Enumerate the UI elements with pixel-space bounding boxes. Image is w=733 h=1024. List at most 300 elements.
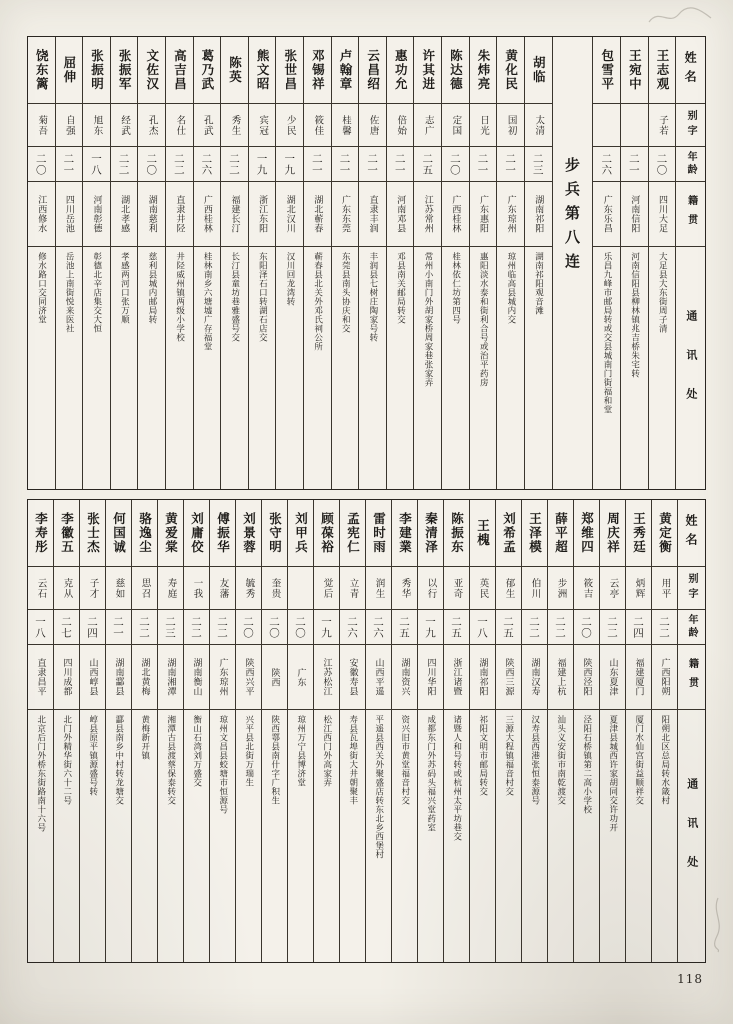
person-name: 包雪平: [593, 37, 620, 104]
person-native: 河南彰德: [83, 182, 110, 247]
person-name: 雷时雨: [366, 500, 391, 567]
person-name: 文佐汉: [138, 37, 165, 104]
person-native: 江苏松江: [314, 645, 339, 710]
person-alias: 筱佳: [304, 104, 331, 147]
roster-column: [339, 500, 365, 962]
person-native: 湖南慈利: [138, 182, 165, 247]
person-name: 张振明: [83, 37, 110, 104]
person-address: 湘潭古县渡蔡保泰转交: [165, 715, 176, 805]
person-native: 陕西: [262, 645, 287, 710]
person-address: 平遥县西关外聚盛店转东北乡西堡村: [373, 715, 384, 859]
person-alias: 桂馨: [332, 104, 359, 147]
person-alias: 一我: [184, 567, 209, 610]
person-age: 二一: [106, 610, 131, 645]
person-alias: 用平: [652, 567, 677, 610]
person-age: 二〇: [236, 610, 261, 645]
roster-column: [469, 500, 495, 962]
handwritten-mark-icon: [709, 894, 727, 954]
roster-column: [599, 500, 625, 962]
person-native: 山西崞县: [80, 645, 105, 710]
person-address: 乐昌九峰市邮局转或交县城南门街福和堂: [602, 252, 612, 414]
handwritten-mark-icon: [645, 4, 715, 30]
person-native: 江苏常州: [414, 182, 441, 247]
person-native: 四川岳池: [56, 182, 83, 247]
roster-column: [441, 37, 469, 489]
header-age-label: 年龄: [678, 610, 705, 645]
person-age: 二一: [56, 147, 83, 182]
person-name: 何国诚: [106, 500, 131, 567]
person-native: 山东夏津: [600, 645, 625, 710]
person-age: 一九: [249, 147, 276, 182]
header-name-label: 姓名: [676, 37, 705, 104]
person-address: 崞县原平镇源盛号转: [87, 715, 98, 796]
roster-column: [524, 37, 552, 489]
roster-column: [261, 500, 287, 962]
person-address: 酃县南乡中村转龙塘交: [113, 715, 124, 805]
person-age: 二一: [387, 147, 414, 182]
person-address: 东阳泽石口转湖石店交: [257, 252, 268, 342]
person-age: 二〇: [442, 147, 469, 182]
person-alias: 云石: [28, 567, 53, 610]
roster-column: [331, 37, 359, 489]
person-native: 广东: [288, 645, 313, 710]
person-name: 张士杰: [80, 500, 105, 567]
roster-column: [592, 37, 620, 489]
person-alias: 慈如: [106, 567, 131, 610]
person-address: 孝感两河口张万顺: [119, 252, 130, 324]
person-address: 黄梅新开镇: [139, 715, 150, 760]
person-native: 浙江东阳: [249, 182, 276, 247]
roster-column: [55, 37, 83, 489]
roster-column: [547, 500, 573, 962]
person-name: 周庆祥: [600, 500, 625, 567]
person-native: 湖北孝感: [111, 182, 138, 247]
person-address: 衡山石湾刘万盛交: [191, 715, 202, 787]
person-native: 直隶昌平: [28, 645, 53, 710]
person-age: 二一: [359, 147, 386, 182]
header-address-label: 通讯处: [685, 777, 699, 895]
person-age: 二四: [626, 610, 651, 645]
person-address: 桂林南乡六塘墟广存福堂: [202, 252, 213, 351]
person-alias: 国初: [497, 104, 524, 147]
person-age: 二〇: [138, 147, 165, 182]
person-alias: [288, 567, 313, 610]
section-title-column: [552, 37, 593, 489]
person-age: 二一: [621, 147, 648, 182]
person-alias: 云亭: [600, 567, 625, 610]
person-alias: 志广: [414, 104, 441, 147]
person-name: 许其进: [414, 37, 441, 104]
person-age: 二六: [366, 610, 391, 645]
person-age: 二五: [392, 610, 417, 645]
roster-column: [303, 37, 331, 489]
roster-column: [287, 500, 313, 962]
person-address: 三源大程镇福音村交: [503, 715, 514, 796]
person-native: 福建厦门: [626, 645, 651, 710]
roster-column: [28, 37, 55, 489]
roster-column: [235, 500, 261, 962]
person-address: 汉川回龙湾转: [285, 252, 295, 306]
person-name: 刘景蓉: [236, 500, 261, 567]
person-address: 惠阳淡水泰和街利合号或治平药房: [478, 252, 489, 387]
person-alias: 太清: [525, 104, 552, 147]
person-age: 一九: [418, 610, 443, 645]
person-name: 黄定衡: [652, 500, 677, 567]
roster-tables: [27, 36, 706, 963]
person-age: 二二: [600, 610, 625, 645]
person-name: 黄化民: [497, 37, 524, 104]
person-name: 王泽模: [522, 500, 547, 567]
person-alias: 少民: [276, 104, 303, 147]
roster-column: [365, 500, 391, 962]
person-address: 夏津县城西许家胡同交许功开: [607, 715, 618, 832]
person-native: 浙江诸暨: [444, 645, 469, 710]
person-alias: 自强: [56, 104, 83, 147]
person-alias: 立青: [340, 567, 365, 610]
person-age: 二六: [194, 147, 221, 182]
person-age: 二三: [158, 610, 183, 645]
person-alias: 倍始: [387, 104, 414, 147]
person-age: 二二: [184, 610, 209, 645]
person-native: 陕西泾阳: [574, 645, 599, 710]
person-age: 二〇: [288, 610, 313, 645]
page-number: 118: [677, 972, 703, 986]
roster-column: [386, 37, 414, 489]
roster-column: [443, 500, 469, 962]
roster-table-bottom: [27, 499, 706, 963]
person-native: 广东琼州: [497, 182, 524, 247]
person-name: 葛乃武: [194, 37, 221, 104]
person-alias: [621, 104, 648, 147]
roster-column: [275, 37, 303, 489]
person-alias: 子若: [649, 104, 676, 147]
person-native: 湖南祁阳: [525, 182, 552, 247]
person-name: 熊文昭: [249, 37, 276, 104]
person-native: 河南信阳: [621, 182, 648, 247]
person-alias: 经武: [111, 104, 138, 147]
person-address: 彰德北辛店集交大恒: [91, 252, 102, 333]
person-native: 四川成都: [54, 645, 79, 710]
roster-column: [573, 500, 599, 962]
person-name: 黄爱棠: [158, 500, 183, 567]
person-native: 福建上杭: [548, 645, 573, 710]
roster-column: [28, 500, 53, 962]
roster-column: [313, 500, 339, 962]
person-alias: 英民: [470, 567, 495, 610]
roster-column: [651, 500, 677, 962]
person-age: 二二: [652, 610, 677, 645]
person-age: 二〇: [649, 147, 676, 182]
person-name: 陈振东: [444, 500, 469, 567]
person-name: 屈伸: [56, 37, 83, 104]
person-name: 惠功允: [387, 37, 414, 104]
person-age: 二二: [166, 147, 193, 182]
person-name: 卢翰章: [332, 37, 359, 104]
person-alias: 步洲: [548, 567, 573, 610]
person-age: 二〇: [28, 147, 55, 182]
person-native: 河南邓县: [387, 182, 414, 247]
person-native: 直隶井陉: [166, 182, 193, 247]
person-name: 薛平超: [548, 500, 573, 567]
person-name: 胡临: [525, 37, 552, 104]
person-alias: 佐唐: [359, 104, 386, 147]
person-native: 湖北蕲春: [304, 182, 331, 247]
person-age: 一八: [470, 610, 495, 645]
roster-column: [625, 500, 651, 962]
person-name: 刘希孟: [496, 500, 521, 567]
roster-column: [53, 500, 79, 962]
person-alias: 孔杰: [138, 104, 165, 147]
person-address: 河南信阳县柳林镇兆吉桥朱宅转: [629, 252, 640, 378]
person-address: 厦门水仙宫街益顺祥交: [633, 715, 644, 805]
person-address: 井陉威州镇两级小学校: [174, 252, 185, 342]
person-native: 陕西三源: [496, 645, 521, 710]
person-name: 李寿彤: [28, 500, 53, 567]
roster-column: [105, 500, 131, 962]
person-address: 岳池上南街悦来医社: [64, 252, 75, 333]
roster-column: [157, 500, 183, 962]
person-address: 桂林依仁坊第四号: [450, 252, 461, 324]
person-address: 成都东门外苏码头福兴堂药室: [425, 715, 436, 832]
person-name: 李徽五: [54, 500, 79, 567]
person-native: 四川华阳: [418, 645, 443, 710]
person-name: 顾葆裕: [314, 500, 339, 567]
person-alias: 郁生: [496, 567, 521, 610]
roster-column: [220, 37, 248, 489]
person-native: 湖北黄梅: [132, 645, 157, 710]
person-age: 一九: [314, 610, 339, 645]
person-name: 刘甲兵: [288, 500, 313, 567]
person-address: 北京后门外桥东街路南十六号: [35, 715, 46, 832]
roster-column: [248, 37, 276, 489]
person-alias: 思召: [132, 567, 157, 610]
person-address: 泾阳石桥镇第二高小学校: [581, 715, 592, 814]
roster-column: [193, 37, 221, 489]
person-address: 修水路口交同济堂: [36, 252, 47, 324]
person-age: 二二: [111, 147, 138, 182]
person-native: 湖南酃县: [106, 645, 131, 710]
roster-column: [209, 500, 235, 962]
header-name-label: 姓名: [678, 500, 705, 567]
person-age: 一八: [83, 147, 110, 182]
person-alias: 友藩: [210, 567, 235, 610]
person-address: 松江西门外高家弄: [321, 715, 332, 787]
header-column: [677, 500, 705, 962]
person-age: 二二: [210, 610, 235, 645]
roster-column: [137, 37, 165, 489]
header-column: [675, 37, 705, 489]
person-age: 二六: [340, 610, 365, 645]
person-name: 饶东篱: [28, 37, 55, 104]
person-age: 二一: [470, 147, 497, 182]
header-native-label: 籍贯: [678, 645, 705, 710]
person-name: 王槐: [470, 500, 495, 567]
roster-table-top: [27, 36, 706, 490]
person-address: 琼州万宁县博济堂: [295, 715, 306, 787]
header-address-label: 通讯处: [684, 309, 698, 427]
person-alias: 定国: [442, 104, 469, 147]
person-address: 琼州临高县城内交: [505, 252, 516, 324]
roster-column: [391, 500, 417, 962]
person-native: 广西阳朔: [652, 645, 677, 710]
person-age: 二一: [332, 147, 359, 182]
header-alias-label: 别字: [678, 567, 705, 610]
person-name: 王宛中: [621, 37, 648, 104]
person-age: 二五: [444, 610, 469, 645]
roster-column: [358, 37, 386, 489]
person-name: 邓锡祥: [304, 37, 331, 104]
person-age: 二二: [522, 610, 547, 645]
person-native: 湖南衡山: [184, 645, 209, 710]
header-age-label: 年龄: [676, 147, 705, 182]
person-address: 蕲春县北关外邓氏祠公所: [312, 252, 323, 351]
roster-column: [496, 37, 524, 489]
person-name: 郑维四: [574, 500, 599, 567]
roster-column: [131, 500, 157, 962]
person-address: 兴平县北街万瑞生: [243, 715, 254, 787]
person-age: 二二: [548, 610, 573, 645]
person-age: 一九: [276, 147, 303, 182]
person-native: 广东琼州: [210, 645, 235, 710]
person-name: 刘庸佼: [184, 500, 209, 567]
person-age: 一八: [28, 610, 53, 645]
person-address: 长汀县童坊巷雅盛号交: [229, 252, 240, 342]
person-native: 广东惠阳: [470, 182, 497, 247]
person-name: 高吉昌: [166, 37, 193, 104]
person-name: 陈英: [221, 37, 248, 104]
person-name: 傅振华: [210, 500, 235, 567]
person-alias: 伯川: [522, 567, 547, 610]
person-alias: 以行: [418, 567, 443, 610]
person-age: 二二: [221, 147, 248, 182]
person-address: 邓县南关邮局转交: [395, 252, 406, 324]
roster-column: [79, 500, 105, 962]
person-alias: [593, 104, 620, 147]
person-address: 汉寿县西港张恒泰源号: [529, 715, 540, 805]
person-native: 四川大足: [649, 182, 676, 247]
person-alias: 秀生: [221, 104, 248, 147]
person-age: 二六: [593, 147, 620, 182]
person-name: 王秀廷: [626, 500, 651, 567]
person-name: 王志观: [649, 37, 676, 104]
person-native: 山西平遥: [366, 645, 391, 710]
person-address: 北门外精华街六十二号: [61, 715, 72, 805]
roster-column: [183, 500, 209, 962]
person-alias: 亚奇: [444, 567, 469, 610]
person-age: 二三: [525, 147, 552, 182]
person-address: 丰润县七树庄陶家号转: [367, 252, 378, 342]
person-address: 诸暨人和号转或杭州太平坊巷交: [451, 715, 462, 841]
person-alias: 菊吾: [28, 104, 55, 147]
person-native: 湖南祁阳: [470, 645, 495, 710]
person-name: 张振军: [111, 37, 138, 104]
person-alias: 觉后: [314, 567, 339, 610]
person-native: 湖南汉寿: [522, 645, 547, 710]
roster-column: [469, 37, 497, 489]
person-name: 李建業: [392, 500, 417, 567]
person-age: 二一: [304, 147, 331, 182]
person-alias: 名仕: [166, 104, 193, 147]
person-alias: 寿庭: [158, 567, 183, 610]
person-alias: 奎贵: [262, 567, 287, 610]
person-address: 东莞县南头协庆和交: [340, 252, 351, 333]
person-alias: 孔武: [194, 104, 221, 147]
person-alias: 润生: [366, 567, 391, 610]
person-age: 二五: [496, 610, 521, 645]
person-native: 广东东莞: [332, 182, 359, 247]
person-name: 云昌绍: [359, 37, 386, 104]
person-alias: 旭东: [83, 104, 110, 147]
person-name: 朱炜亮: [470, 37, 497, 104]
header-alias-label: 别字: [676, 104, 705, 147]
roster-column: [417, 500, 443, 962]
person-native: 陕西兴平: [236, 645, 261, 710]
roster-column: [620, 37, 648, 489]
person-address: 大足县大东街周子清: [657, 252, 668, 333]
person-native: 江西修水: [28, 182, 55, 247]
roster-column: [82, 37, 110, 489]
roster-column: [521, 500, 547, 962]
person-native: 广西桂林: [442, 182, 469, 247]
person-address: 陕西鄠县南什字广积生: [269, 715, 280, 805]
person-age: 二〇: [574, 610, 599, 645]
person-name: 孟宪仁: [340, 500, 365, 567]
person-name: 骆逸尘: [132, 500, 157, 567]
person-address: 寿县瓦埠街大井朝聚丰: [347, 715, 358, 805]
person-native: 广西桂林: [194, 182, 221, 247]
person-alias: 宾冠: [249, 104, 276, 147]
roster-column: [165, 37, 193, 489]
person-name: 秦清泽: [418, 500, 443, 567]
header-native-label: 籍贯: [676, 182, 705, 247]
person-address: 汕头义安街市南乾渡交: [555, 715, 566, 805]
person-address: 阳朔北区总局转水箴村: [659, 715, 670, 805]
person-alias: 日光: [470, 104, 497, 147]
roster-column: [413, 37, 441, 489]
section-title: 步兵第八连: [562, 157, 581, 277]
roster-column: [495, 500, 521, 962]
person-alias: 克从: [54, 567, 79, 610]
person-alias: 筱吉: [574, 567, 599, 610]
person-native: 广东乐昌: [593, 182, 620, 247]
person-native: 安徽寿县: [340, 645, 365, 710]
person-age: 二〇: [262, 610, 287, 645]
person-name: 张世昌: [276, 37, 303, 104]
person-native: 湖北汉川: [276, 182, 303, 247]
person-address: 资兴旧市黄堂福音村交: [399, 715, 410, 805]
person-name: 张守明: [262, 500, 287, 567]
person-native: 直隶丰润: [359, 182, 386, 247]
person-native: 福建长汀: [221, 182, 248, 247]
person-address: 常州小南门外胡家桥周家巷张家弄: [423, 252, 434, 387]
person-address: 湖南祁阳观音滩: [533, 252, 544, 315]
person-age: 二一: [497, 147, 524, 182]
person-native: 湖南资兴: [392, 645, 417, 710]
person-age: 二七: [54, 610, 79, 645]
person-age: 二二: [132, 610, 157, 645]
person-alias: 毓秀: [236, 567, 261, 610]
person-alias: 秀华: [392, 567, 417, 610]
roster-column: [648, 37, 676, 489]
person-alias: 炳辉: [626, 567, 651, 610]
roster-column: [110, 37, 138, 489]
person-age: 二五: [414, 147, 441, 182]
person-address: 琼州文昌县蛟塘市恒源号: [217, 715, 228, 814]
person-alias: 子才: [80, 567, 105, 610]
person-name: 陈达德: [442, 37, 469, 104]
person-address: 慈利县城内邮局转: [146, 252, 157, 324]
person-native: 湖南湘潭: [158, 645, 183, 710]
